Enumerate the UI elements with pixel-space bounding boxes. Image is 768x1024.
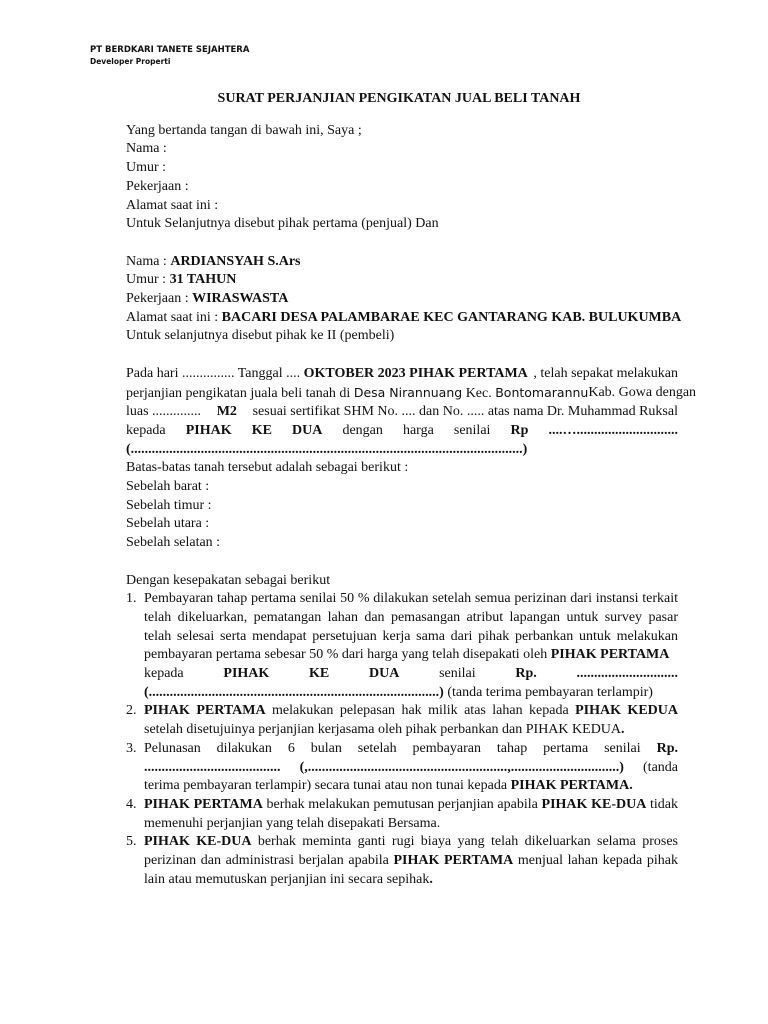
- spacer: [126, 346, 678, 365]
- party1-address-label: Alamat saat ini :: [126, 197, 219, 213]
- terms-intro: Dengan kesepakatan sebagai berikut: [126, 572, 331, 588]
- receipt-note: (tanda terima pembayaran terlampir): [443, 684, 653, 700]
- word-ke: KE: [309, 666, 330, 682]
- term-5-period: .: [429, 871, 433, 887]
- term-3-party: PIHAK PERTAMA.: [510, 778, 633, 794]
- word-harga: harga: [402, 422, 434, 438]
- first-party-section: [126, 122, 678, 234]
- area-unit: M2: [216, 404, 237, 420]
- regency-text: Kab. Gowa dengan: [588, 384, 697, 400]
- term-5-text: berhak meminta ganti rugi biaya yang telah dikeluarkan selama proses perizinan dan administrasi berjalan apabila: [144, 834, 678, 869]
- word-rp: Rp: [510, 422, 529, 438]
- term-4-party-2: PIHAK KE-DUA: [541, 796, 647, 812]
- spacer: [126, 553, 678, 572]
- term-item-1: [126, 590, 678, 702]
- document-title: SURAT PERJANJIAN PENGIKATAN JUAL BELI TANAH: [217, 91, 581, 106]
- agreement-month-party: OKTOBER 2023 PIHAK PERTAMA: [303, 365, 528, 381]
- party2-closing: Untuk selanjutnya disebut pihak ke II (pembeli): [126, 328, 395, 344]
- agreement-line-5: [126, 441, 678, 460]
- party2-name-label: Nama :: [126, 253, 171, 269]
- spacer: [126, 234, 678, 253]
- word-pihak: PIHAK: [185, 422, 232, 438]
- agreement-line-4: [126, 422, 678, 441]
- term-number: 2.: [126, 703, 137, 719]
- term-4-period: .: [436, 815, 441, 831]
- party1-name-label: Nama :: [126, 141, 167, 157]
- agreement-line-2: [126, 384, 697, 404]
- party2-age-value: 31 TAHUN: [169, 272, 237, 288]
- party2-name-line: [126, 253, 678, 272]
- party1-age-label: Umur :: [126, 160, 167, 176]
- price-blank: ....….............................: [548, 422, 678, 438]
- party2-job-value: WIRASWASTA: [192, 291, 289, 307]
- term-3-text-2: (tanda terima pembayaran terlampir) secara tunai atau non tunai kepada: [144, 759, 678, 794]
- party2-address-value: BACARI DESA PALAMBARAE KEC GANTARANG KAB. BULUKUMBA: [221, 309, 682, 325]
- term-1-amount-row: [144, 665, 678, 684]
- term-number: 5.: [126, 834, 137, 850]
- certificate-text: sesuai sertifikat SHM No. .... dan No. ..... atas nama Dr. Muhammad Ruksal: [252, 404, 678, 420]
- terms-list: [126, 590, 678, 889]
- word-dengan: dengan: [342, 422, 383, 438]
- term-3-amount: Rp. ....................................... (,.........................................................,...............................): [144, 740, 678, 775]
- term-number: 1.: [126, 591, 137, 607]
- term-1-text: Pembayaran tahap pertama senilai 50 % dilakukan setelah semua perizinan dari instansi terkait telah dikeluarkan, pematangan lahan dan pemasangan atribut lapangan untuk survey pasar telah selesai serta mendapat persetujuan kerja sama dari pihak perbankan untuk melakukan pembayaran pertama sebesar 50 % dari harga yang telah disepakati oleh: [144, 591, 678, 663]
- term-5-party-1: PIHAK KE-DUA: [144, 834, 252, 850]
- boundaries-intro: Batas-batas tanah tersebut adalah sebagai berikut :: [126, 460, 409, 476]
- company-subtitle: Developer Properti: [90, 57, 171, 66]
- boundary-south: Sebelah selatan :: [126, 535, 221, 551]
- word-ke: KE: [251, 422, 272, 438]
- boundary-west: Sebelah barat :: [126, 479, 210, 495]
- party2-job-label: Pekerjaan :: [126, 291, 193, 307]
- amount-words-blank: (...................................................................................): [144, 684, 444, 700]
- amount-blank: .............................: [576, 666, 678, 682]
- term-2-text-end: setelah disetujuinya perjanjian kerjasama oleh pihak perbankan dan PIHAK KEDUA: [144, 722, 622, 738]
- party1-closing: Untuk Selanjutnya disebut pihak pertama (penjual) Dan: [126, 216, 439, 232]
- term-1-words-row: [144, 684, 678, 703]
- term-2-text: melakukan pelepasan hak milik atas lahan kepada: [265, 703, 576, 719]
- boundary-east: Sebelah timur :: [126, 497, 212, 513]
- boundary-north: Sebelah utara :: [126, 516, 210, 532]
- company-name: PT BERDKARI TANETE SEJAHTERA: [90, 45, 250, 55]
- term-number: 3.: [126, 740, 137, 756]
- word-rp: Rp.: [515, 666, 537, 682]
- word-dua: DUA: [368, 666, 400, 682]
- word-pihak: PIHAK: [223, 666, 270, 682]
- agreement-paragraph: [126, 365, 697, 460]
- term-4-text: berhak melakukan pemutusan perjanjian apabila: [262, 796, 542, 812]
- price-words-blank: (................................................................................................................): [126, 441, 528, 457]
- agreement-land-text: perjanjian pengikatan juala beli tanah di: [126, 385, 354, 401]
- agreement-line-1-end: , telah sepakat melakukan: [533, 365, 678, 381]
- word-dua: DUA: [292, 422, 323, 438]
- village-name: Desa Nirannuang: [353, 384, 463, 400]
- term-2-period: .: [621, 722, 625, 738]
- district-label: Kec.: [462, 385, 496, 401]
- second-party-section: [126, 253, 682, 347]
- term-item-2: [126, 702, 678, 739]
- term-4-text-end: tidak memenuhi perjanjian yang telah disepakati Bersama: [144, 796, 678, 831]
- word-senilai: senilai: [453, 422, 491, 438]
- term-3-text: Pelunasan dilakukan 6 bulan setelah pembayaran tahap pertama senilai: [144, 740, 657, 756]
- term-1-party: PIHAK PERTAMA: [550, 647, 670, 663]
- term-5-party-2: PIHAK PERTAMA: [393, 853, 514, 869]
- agreement-line-1: [126, 365, 678, 384]
- intro-line: Yang bertanda tangan di bawah ini, Saya ;: [126, 122, 362, 138]
- area-label: luas ..............: [126, 404, 202, 420]
- district-name: Bontomarannu: [495, 384, 589, 400]
- party1-job-label: Pekerjaan :: [126, 178, 189, 194]
- agreement-date-text: Pada hari ............... Tanggal ....: [126, 365, 304, 381]
- terms-section: [126, 572, 678, 890]
- agreement-line-3: [126, 403, 678, 422]
- term-5-text-end: menjual lahan kepada pihak lain atau memutuskan perjanjian ini secara sepihak: [144, 853, 678, 887]
- term-item-5: [126, 833, 678, 889]
- term-item-3: [126, 740, 678, 796]
- party2-name-value: ARDIANSYAH S.Ars: [170, 253, 301, 269]
- term-number: 4.: [126, 796, 137, 812]
- term-4-party-1: PIHAK PERTAMA: [144, 796, 263, 812]
- boundaries-section: [126, 459, 678, 553]
- letterhead: [90, 45, 249, 67]
- document-body: [126, 90, 697, 889]
- party2-age-label: Umur :: [126, 272, 170, 288]
- party2-age-line: [126, 271, 678, 290]
- word-senilai: senilai: [439, 666, 476, 682]
- term-item-4: [126, 796, 678, 833]
- word-kepada: kepada: [144, 666, 184, 682]
- party2-address-line: [126, 309, 682, 328]
- party2-job-line: [126, 290, 678, 309]
- term-2-party-1: PIHAK PERTAMA: [144, 703, 266, 719]
- party2-address-label: Alamat saat ini :: [126, 309, 222, 325]
- word-kepada: kepada: [126, 422, 166, 438]
- term-2-party-2: PIHAK KEDUA: [575, 703, 678, 719]
